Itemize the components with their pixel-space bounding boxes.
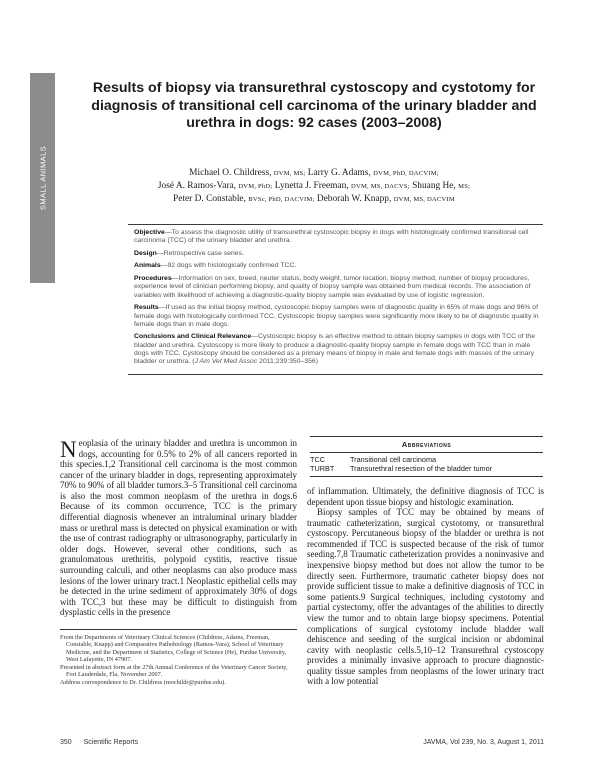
author-line-1 xyxy=(88,167,540,180)
abstract-label: Procedures xyxy=(134,274,172,282)
author-name: Deborah W. Knapp, xyxy=(316,194,392,204)
author-degrees: DVM, MS, DACVIM xyxy=(393,196,455,203)
structured-abstract xyxy=(128,224,543,375)
abbreviations-heading: Abbreviations xyxy=(310,440,543,453)
author-list xyxy=(88,167,540,206)
author-degrees: BVSc, PhD, DACVIM; xyxy=(248,196,315,203)
abbreviation-definition: Transurethral resection of the bladder tumor xyxy=(350,464,493,473)
author-affiliations xyxy=(60,629,297,686)
footer-journal-info: JAVMA, Vol 239, No. 3, August 1, 2011 xyxy=(423,739,544,746)
author-degrees: DVM, PhD, DACVIM; xyxy=(373,170,439,177)
author-degrees: DVM, PhD; xyxy=(238,183,273,190)
abbreviation-row xyxy=(310,455,543,465)
author-name: Larry G. Adams, xyxy=(307,168,371,178)
abstract-animals xyxy=(134,262,541,270)
body-paragraph: of inflammation. Ultimately, the definitive diagnosis of TCC is dependent upon tissue biopsy and histologic examination. xyxy=(307,486,544,507)
author-degrees: DVM, MS, DACVS; xyxy=(351,183,410,190)
abstract-label: Conclusions and Clinical Relevance xyxy=(134,333,252,341)
author-degrees: MS; xyxy=(458,183,471,190)
abstract-design xyxy=(134,250,541,258)
abbreviation-row xyxy=(310,464,543,474)
author-line-3 xyxy=(88,193,540,206)
abstract-text: —If used as the initial biopsy method, cystoscopic biopsy samples were of diagnostic quality in 65% of male dogs and 96% of female dogs with histologically confirmed TCC. Cystoscopic biopsy samples were significantly more likely to be of diagnostic quality in female dogs than in male dogs. xyxy=(134,304,539,328)
author-name: Lynetta J. Freeman, xyxy=(274,181,349,191)
author-name: Peter D. Constable, xyxy=(173,194,246,204)
abbreviation-term: TURBT xyxy=(310,464,335,473)
author-degrees: DVM, MS; xyxy=(273,170,306,177)
abstract-text: —92 dogs with histologically confirmed TCC. xyxy=(160,262,297,270)
footer-left xyxy=(60,739,138,746)
citation-details: 2011;239:350–356) xyxy=(257,358,319,366)
abstract-label: Results xyxy=(134,304,159,312)
abstract-label: Animals xyxy=(134,262,161,270)
abstract-objective xyxy=(134,229,541,246)
affiliation-presented: Presented in abstract form at the 27th Annual Conference of the Veterinary Cancer Society, Fort Lauderdale, Fla, November 2007. xyxy=(60,663,288,679)
abbreviation-term: TCC xyxy=(310,454,325,464)
affiliation-departments: From the Departments of Veterinary Clinical Sciences (Childress, Adams, Freeman, Constable, Knapp) and Comparative Pathobiology (Ramos-Vara), School of Veterinary Medicine, and the Department of Statistics, College of Science (He), Purdue University, West Lafayette, IN 47907. xyxy=(60,634,287,664)
author-name: Michael O. Childress, xyxy=(189,168,272,178)
body-column-left xyxy=(60,438,297,618)
abbreviations-box xyxy=(310,436,543,477)
body-column-right xyxy=(307,486,544,687)
section-tab-label: SMALL ANIMALS xyxy=(38,145,47,211)
author-name: José A. Ramos-Vara, xyxy=(157,181,236,191)
author-line-2 xyxy=(88,180,540,193)
abstract-results xyxy=(134,304,541,329)
section-tab xyxy=(30,73,55,283)
abstract-text: —Information on sex, breed, neuter status, body weight, tumor location, biopsy method, number of biopsy procedures, experience level of clinician performing biopsy, and quality of biopsy sample was obtained from medical records. The association of variables with likelihood of achieving a diagnostic-quality biopsy sample was evaluated by use of logistic regression. xyxy=(134,274,531,299)
intro-paragraph: eoplasia of the urinary bladder and urethra is uncommon in dogs, accounting for 0.5% to 2% of all cancers reported in this species.1,2 Transitional cell carcinoma is the most common cancer of the urinary bladder in dogs, representing approximately 70% to 90% of all bladder tumors.3–5 Transitional cell carcinoma is also the most common neoplasm of the urethra in dogs.6 Because of its common occurrence, TCC is the primary differential diagnosis whenever an intraluminal urinary bladder mass or urethral mass is detected on physical examination or with the use of contrast radiography or ultrasonography, particularly in older dogs. However, several other conditions, such as granulomatous urethritis, polypoid cystitis, reactive tissue surrounding calculi, and other neoplasms can also produce mass lesions of the lower urinary tract.1 Neoplastic epithelial cells may be detected in the urine sediment of approximately 30% of dogs with TCC,3 but these may be difficult to distinguish from dysplastic cells in the presence xyxy=(60,438,297,618)
abstract-procedures xyxy=(134,275,541,300)
abstract-label: Objective xyxy=(134,229,165,236)
footer-section: Scientific Reports xyxy=(83,739,139,746)
abstract-text: —To assess the diagnostic utility of transurethral cystoscopic biopsy in dogs with histologically confirmed transitional cell carcinoma (TCC) of the urinary bladder and urethra. xyxy=(134,229,529,245)
abstract-text: —Cystoscopic biopsy is an effective method to obtain biopsy samples in dogs with TCC of the bladder and urethra. Cystoscopy is more likely to produce a diagnostic-quality biopsy sample in female dogs with TCC than in male dogs with TCC. Cystoscopy should be considered as a primary means of biopsy in male and female dogs with masses of the urinary bladder or urethra. ( xyxy=(134,333,536,366)
abstract-text: —Retrospective case series. xyxy=(156,249,244,257)
affiliation-correspondence: Address correspondence to Dr. Childress (mochildr@purdue.edu). xyxy=(60,678,226,686)
abbreviation-definition: Transitional cell carcinoma xyxy=(350,454,437,464)
abstract-conclusions xyxy=(134,333,541,366)
article-title: Results of biopsy via transurethral cystoscopy and cystotomy for diagnosis of transitional cell carcinoma of the urinary bladder and urethra in dogs: 92 cases (2003–2008) xyxy=(91,80,537,132)
page-number: 350 xyxy=(60,739,72,746)
abstract-label: Design xyxy=(134,249,157,257)
drop-cap: N xyxy=(60,437,77,462)
body-paragraph: Biopsy samples of TCC may be obtained by means of traumatic catheterization, surgical cystotomy, or transurethral cystoscopy. Percutaneous biopsy of the bladder or urethra is not recommended if TCC is suspected because of the risk of tumor seeding.7,8 Traumatic catheterization provides a noninvasive and inexpensive biopsy method but does not allow the tumor to be directly seen. Furthermore, traumatic catheter biopsy does not provide sufficient tissue to make a definitive diagnosis of TCC in some patients.9 Surgical techniques, including cystotomy and partial cystectomy, offer the advantages of the abilities to directly view the tumor and to obtain large biopsy specimens. Potential complications of surgical cystotomy include bladder wall dehiscence and seeding of the surgical incision or abdominal cavity with neoplastic cells.5,10–12 Transurethral cystoscopy provides a minimally invasive approach to procure diagnostic-quality tissue samples from neoplasms of the lower urinary tract with a low potential xyxy=(307,507,544,687)
author-name: Shuang He, xyxy=(412,181,456,191)
citation-journal: J Am Vet Med Assoc xyxy=(194,358,258,366)
